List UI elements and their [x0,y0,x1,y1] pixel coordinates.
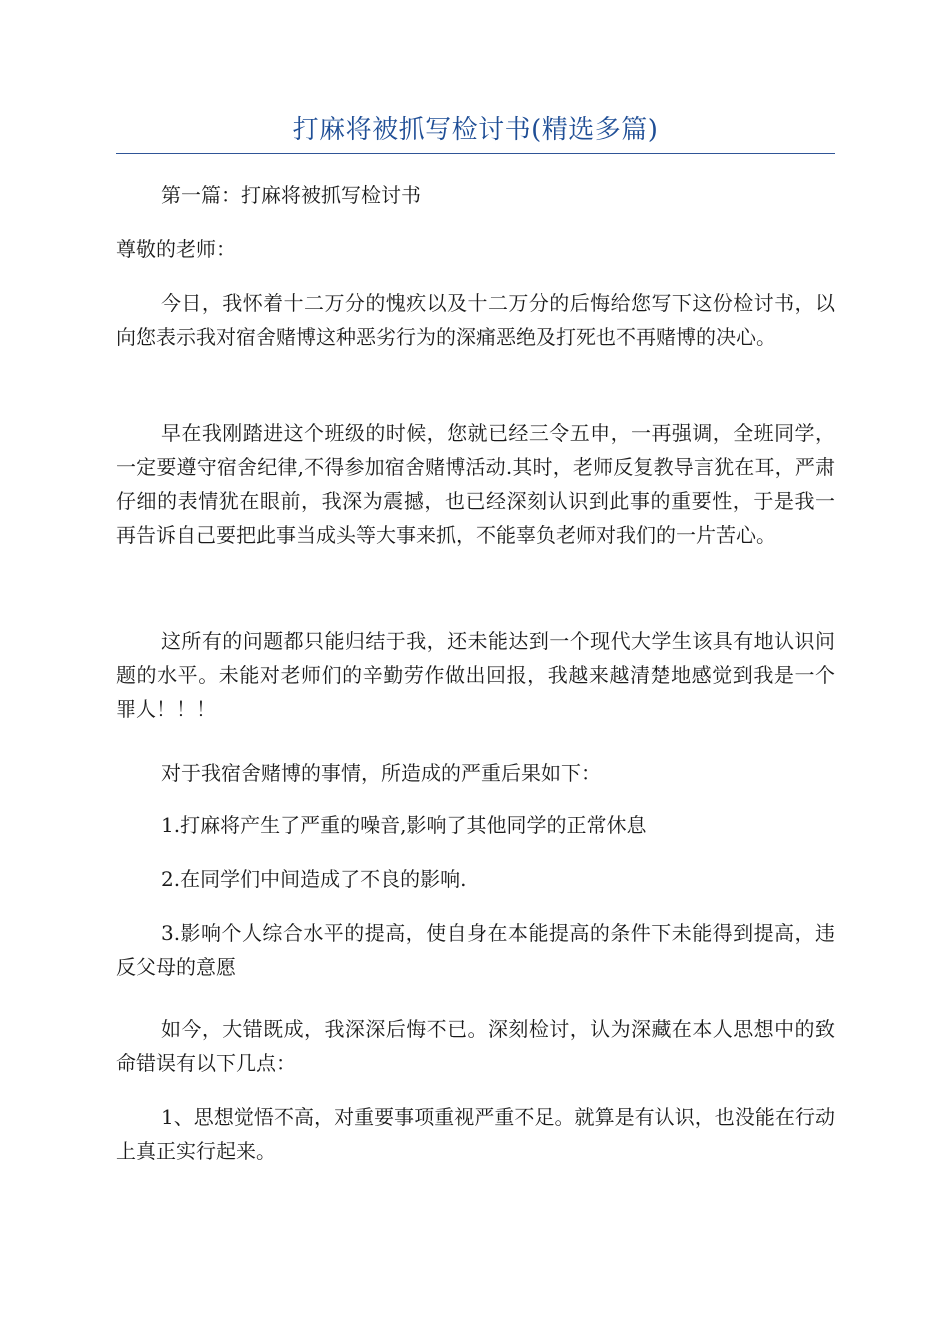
document-title: 打麻将被抓写检讨书(精选多篇) [292,115,659,145]
paragraph-5: 如今，大错既成，我深深后悔不已。深刻检讨，认为深藏在本人思想中的致命错误有以下几点： [116,1017,835,1075]
consequence-item-2: 2.在同学们中间造成了不良的影响. [161,867,467,891]
paragraph-4: 对于我宿舍赌博的事情，所造成的严重后果如下： [161,761,601,785]
paragraph-3: 这所有的问题都只能归结于我，还未能达到一个现代大学生该具有地认识问题的水平。未能对老师们的辛勤劳作做出回报，我越来越清楚地感觉到我是一个罪人！！！ [116,629,835,721]
salutation: 尊敬的老师： [116,237,236,261]
paragraph-1: 今日，我怀着十二万分的愧疚以及十二万分的后悔给您写下这份检讨书，以向您表示我对宿舍赌博这种恶劣行为的深痛恶绝及打死也不再赌博的决心。 [116,291,835,349]
paragraph-2: 早在我刚踏进这个班级的时候，您就已经三令五申，一再强调，全班同学，一定要遵守宿舍纪律,不得参加宿舍赌博活动.其时，老师反复教导言犹在耳，严肃仔细的表情犹在眼前，我深为震撼，也已经深刻认识到此事的重要性，于是我一再告诉自己要把此事当成头等大事来抓，不能辜负老师对我们的一片苦心。 [116,421,835,547]
section-heading: 第一篇：打麻将被抓写检讨书 [161,183,421,207]
consequence-item-1: 1.打麻将产生了严重的噪音,影响了其他同学的正常休息 [161,813,647,837]
title-underline [116,153,835,154]
consequence-item-3: 3.影响个人综合水平的提高，使自身在本能提高的条件下未能得到提高，违反父母的意愿 [116,921,835,979]
error-item-1: 1、思想觉悟不高，对重要事项重视严重不足。就算是有认识，也没能在行动上真正实行起来。 [116,1105,835,1163]
